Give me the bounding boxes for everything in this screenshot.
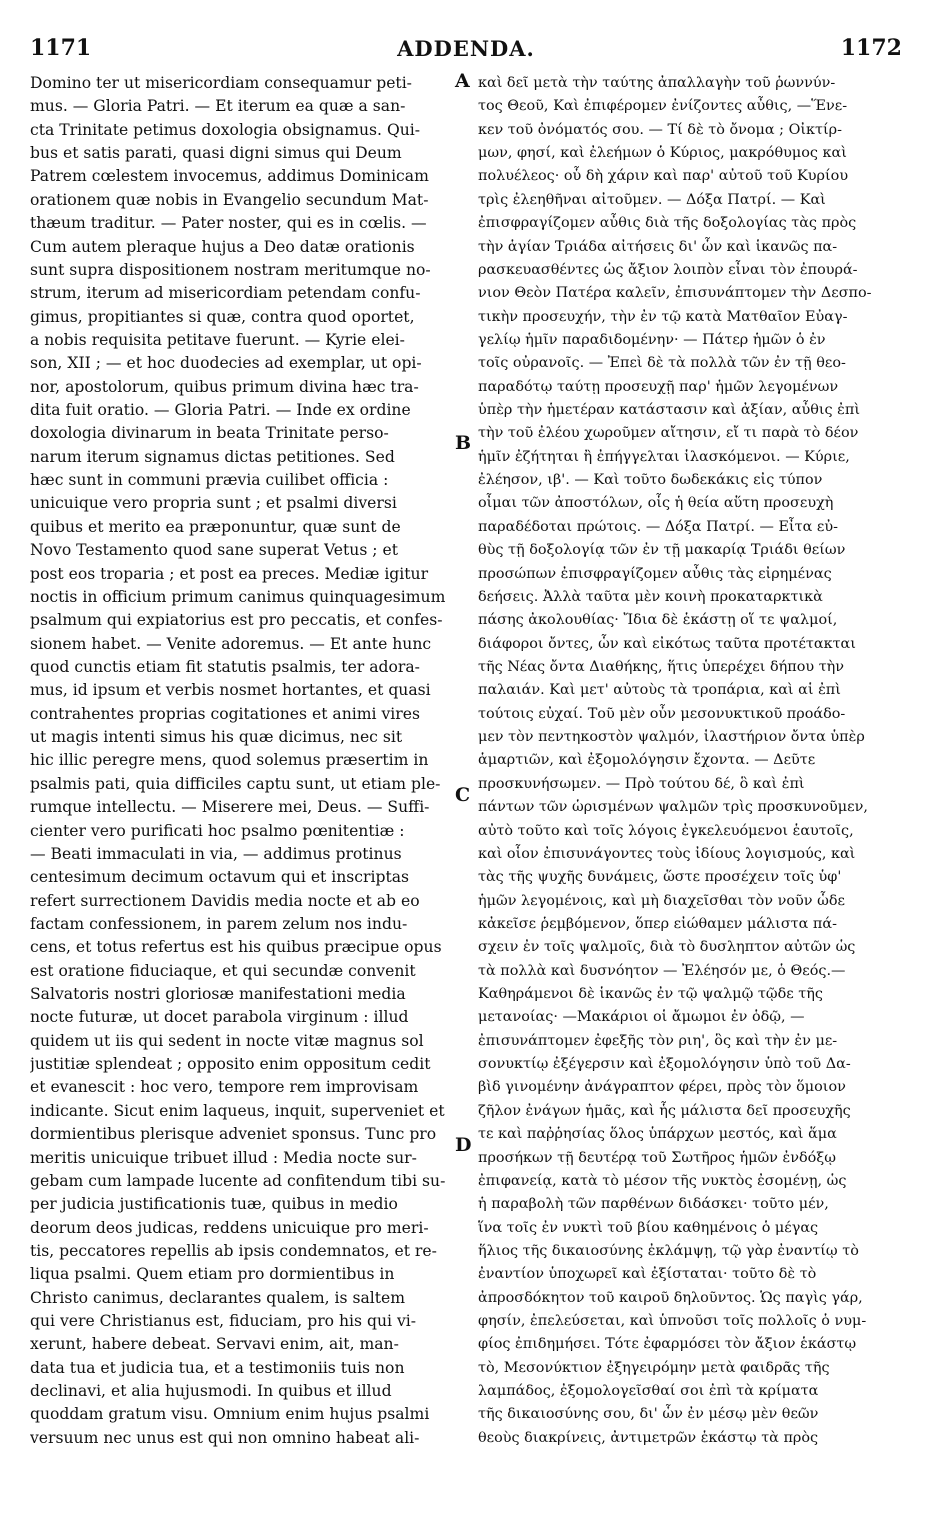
latin-text-line: Domino ter ut misericordiam consequamur peti- [30,74,412,92]
latin-text-line: quoddam gratum visu. Omnium enim hujus psalmi [30,1405,430,1424]
latin-text-line: noctis in officium primum canimus quinquagesimum [30,587,446,606]
latin-text-line: Patrem cœlestem invocemus, addimus Dominicam [30,167,429,186]
greek-text-line: μεν τὸν πεντηκοστὸν ψαλμόν, ἱλαστήριον ὄντα ὑπὲρ [478,729,865,746]
greek-text-line: ἡ παραβολὴ τῶν παρθένων διδάσκει· τοῦτο μέν, [478,1196,829,1213]
latin-text-line: dormientibus plerisque adveniet sponsus. Tunc pro [30,1125,437,1144]
greek-text-line: ἵνα τοῖς ἐν νυκτὶ τοῦ βίου καθημένοις ὁ μέγας [478,1219,819,1236]
latin-text-line: doxologia divinarum in beata Trinitate perso- [30,424,389,443]
greek-text-line: παλαιάν. Καὶ μετ' αὐτοὺς τὰ τροπάρια, καὶ αἱ ἐπὶ [478,682,841,699]
greek-text-line: παραδότῳ ταύτῃ προσευχῇ παρ' ἡμῶν λεγομένων [478,378,839,395]
latin-text-line: versuum nec unus est qui non omnino habeat ali- [30,1428,420,1447]
latin-text-line: mus, id ipsum et verbis nosmet hortantes, et quasi [30,681,431,700]
latin-text-line: rumque intellectu. — Miserere mei, Deus. — Suffi- [30,798,430,817]
greek-text-line: ἐπιφανείᾳ, κατὰ τὸ μέσον τῆς νυκτὸς ἐσομένῃ, ὡς [478,1172,847,1189]
latin-text-line: Novo Testamento quod sane superat Vetus ; et [30,541,398,560]
latin-text-line: — Beati immaculati in via, — addimus protinus [30,844,402,863]
latin-text-line: per judicia justificationis tuæ, quibus in medio [30,1195,398,1214]
greek-text-line: σχειν ἐν τοῖς ψαλμοῖς, διὰ τὸ δυσληπτον αὐτῶν ὡς [478,939,856,956]
latin-column [30,72,460,1450]
latin-text-line: cta Trinitate petimus doxologia obsignamus. Qui- [30,120,421,139]
latin-text-line: nor, apostolorum, quibus primum divina hæc tra- [30,377,419,396]
greek-text-line: τικὴν προσευχήν, τὴν ἐν τῷ κατὰ Ματθαῖον Εὐαγ- [478,308,848,325]
greek-text-line: σονυκτίῳ ἐξέγερσιν καὶ ἐξομολόγησιν ὑπὸ τοῦ Δα- [478,1056,851,1073]
latin-text-line: liqua psalmi. Quem etiam pro dormientibus in [30,1265,395,1284]
latin-text-line: xerunt, habere debeat. Servavi enim, ait, man- [30,1335,399,1354]
latin-text-line: unicuique vero propria sunt ; et psalmi diversi [30,494,397,513]
greek-text-line: τὴν τοῦ ἐλέου χωροῦμεν αἴτησιν, εἴ τι παρὰ τὸ δέον [478,425,859,442]
latin-text-line: justitiæ splendeat ; opposito enim oppositum cedit [30,1055,431,1074]
greek-text-line: λαμπάδος, ἐξομολογεῖσθαί σοι ἐπὶ τὰ κρίματα [478,1383,819,1400]
latin-text-line: centesimum decimum octavum qui et inscriptas [30,868,410,887]
latin-text-line: gimus, propitiantes si quæ, contra quod oportet, [30,307,415,326]
greek-text-line: ἐπισφραγίζομεν αὖθις διὰ τῆς δοξολογίας τὰς πρὸς [478,215,857,232]
running-title: ADDENDA. [397,35,535,61]
greek-text-line: τε καὶ παῤῥησίας ὅλος ὑπάρχων μεστός, καὶ ἅμα [478,1126,837,1143]
latin-text-line: narum iterum signamus dictas petitiones. Sed [30,447,395,466]
latin-text-line: cens, et totus refertus est his quibus præcipue opus [30,938,442,957]
page-header [30,28,902,68]
greek-text-line: Καθηράμενοι δὲ ἱκανῶς ἐν τῷ ψαλμῷ τῷδε τῆς [478,986,823,1003]
greek-text-line: βὶδ γινομένην ἀνάγραπτον φέρει, πρὸς τὸν ὅμοιον [478,1079,846,1096]
latin-text-line: refert surrectionem Davidis media nocte et ab eo [30,891,420,910]
greek-text-line: προσήκων τῇ δευτέρᾳ τοῦ Σωτῆρος ἡμῶν ἐνδόξῳ [478,1149,836,1166]
latin-text-line: nocte futuræ, ut docet parabola virginum : illud [30,1008,409,1027]
greek-text-line: γελίῳ ἡμῖν παραδιδομένην· — Πάτερ ἡμῶν ὁ ἐν [478,331,826,348]
greek-text-line: πάντων τῶν ὡρισμένων ψαλμῶν τρὶς προσκυνοῦμεν, [478,799,868,816]
greek-text-line: φίος ἐπιδημήσει. Τότε ἐφαρμόσει τὸν ἄξιον ἑκάστῳ [478,1336,857,1353]
left-page-number: 1171 [30,35,92,61]
latin-text-line: et evanescit : hoc vero, tempore rem improvisam [30,1078,419,1097]
latin-text-line: Christo canimus, declarantes qualem, is saltem [30,1288,406,1307]
greek-text-line: ἀπροσδόκητον τοῦ καιροῦ δηλοῦντος. Ὡς παγὶς γάρ, [478,1289,863,1306]
greek-text-line: θεοὺς διακρίνεις, ἀντιμετρῶν ἑκάστῳ τὰ πρὸς [478,1429,819,1446]
greek-text-line: τοῖς οὐρανοῖς. — Ἐπεὶ δὲ τὰ πολλὰ τῶν ἐν τῇ θεο- [478,355,846,372]
greek-text-line: οἶμαι τῶν ἀποστόλων, οἷς ἡ θεία αὕτη προσευχὴ [478,495,834,512]
greek-text-line: δεήσεις. Ἀλλὰ ταῦτα μὲν κοινὴ προκαταρκτικὰ [478,588,823,605]
greek-text-line: τὴν ἁγίαν Τριάδα αἰτήσεις δι' ὧν καὶ ἱκανῶς πα- [478,238,838,255]
latin-text-line: indicante. Sicut enim laqueus, inquit, superveniet et [30,1101,445,1120]
latin-text-line: sionem habet. — Venite adoremus. — Et ante hunc [30,634,432,653]
latin-text-line: mus. — Gloria Patri. — Et iterum ea quæ a san- [30,97,406,116]
latin-text-line: cienter vero purificati hoc psalmo pœnitentiæ : [30,821,405,840]
greek-text-line: ἡμῖν ἐζήτηται ἢ ἐπήγγελται ἱλασκόμενοι. — Κύριε, [478,448,850,465]
latin-text-line: est oratione fiduciaque, et qui secundæ convenit [30,961,416,980]
latin-text-line: quod cunctis etiam fit statutis psalmis, ter adora- [30,657,420,676]
latin-text-line: son, XII ; — et hoc duodecies ad exemplar, ut opi- [30,354,422,373]
section-marker-d: D [455,1134,472,1156]
greek-text-line: τος Θεοῦ, Καὶ ἐπιφέρομεν ἐνίζοντες αὖθις, —Ἕνε- [478,98,848,115]
greek-text-line: αὐτὸ τοῦτο καὶ τοῖς λόγοις ἐγκελευόμενοι ἑαυτοῖς, [478,822,854,839]
greek-column [478,72,900,1450]
greek-text-line: πάσης ἀκολουθίας· Ἴδια δὲ ἑκάστῃ οἵ τε ψαλμοί, [478,612,838,629]
greek-text-line: πολυέλεος· οὗ δὴ χάριν καὶ παρ' αὐτοῦ τοῦ Κυρίου [478,168,849,185]
greek-text-line: ἐλέησον, ιβ'. — Καὶ τοῦτο δωδεκάκις εἰς τύπον [478,472,823,489]
latin-text-line: strum, iterum ad misericordiam petendam confu- [30,284,421,303]
latin-text-line: dita fuit oratio. — Gloria Patri. — Inde ex ordine [30,401,411,420]
greek-text-line: ἐναντίον ὑποχωρεῖ καὶ ἐξίσταται· τοῦτο δὲ τὸ [478,1266,817,1283]
latin-text-line: deorum deos judicas, reddens unicuique pro meri- [30,1218,429,1237]
greek-text-line: τῆς Νέας ὄντα Διαθήκης, ἥτις ὑπερέχει δήπου τὴν [478,658,845,675]
greek-text-line: ἡμῶν λεγομένοις, καὶ μὴ διαχεῖσθαι τὸν νοῦν ὧδε [478,892,845,909]
greek-text-line: προσώπων ἐπισφραγίζομεν αὖθις τὰς εἰρημένας [478,565,832,582]
greek-text-line: ὑπὲρ τὴν ἡμετέραν κατάστασιν καὶ ἀξίαν, αὖθις ἐπὶ [478,402,860,419]
section-marker-b: B [455,432,472,454]
greek-text-line: μετανοίας· —Μακάριοι οἱ ἄμωμοι ἐν ὁδῷ, — [478,1009,805,1026]
latin-text-line: orationem quæ nobis in Evangelio secundum Mat- [30,190,429,209]
latin-text-line: ut magis intenti simus his quæ dicimus, nec sit [30,728,403,747]
latin-text-line: quidem ut iis qui sedent in nocte vitæ magnus sol [30,1031,424,1050]
greek-text-line: τούτοις εὐχαί. Τοῦ μὲν οὖν μεσονυκτικοῦ προάδο- [478,705,846,722]
latin-text-line: post eos troparia ; et post ea preces. Mediæ igitur [30,564,429,583]
greek-text-line: τρὶς ἐλεηθῆναι αἰτοῦμεν. — Δόξα Πατρί. — Καὶ [478,191,826,208]
section-marker-a: A [455,70,470,92]
greek-text-line: ζῆλον ἐνάγων ἡμᾶς, καὶ ἧς μάλιστα δεῖ προσευχῆς [478,1102,851,1119]
latin-text-line: quibus et merito ea præponuntur, quæ sunt de [30,517,401,536]
greek-text-line: νιον Θεὸν Πατέρα καλεῖν, ἐπισυνάπτομεν τὴν Δεσπο- [478,285,872,302]
latin-text-line: thæum traditur. — Pater noster, qui es in cœlis. — [30,214,427,233]
right-page-number: 1172 [840,35,902,61]
greek-text-line: ἁμαρτιῶν, καὶ ἐξομολόγησιν ἔχοντα. — Δεῦτε [478,752,816,769]
latin-text-line: declinavi, et alia hujusmodi. In quibus et illud [30,1382,392,1401]
greek-text-line: φησίν, ἐπελεύσεται, καὶ ὑπνοῦσι τοῖς πολλοῖς ὁ νυμ- [478,1313,867,1330]
latin-text-line: hæc sunt in communi prævia cuilibet officia : [30,471,389,490]
greek-text-line: παραδέδοται πρώτοις. — Δόξα Πατρί. — Εἶτα εὐ- [478,518,838,535]
latin-text-line: bus et satis parati, quasi digni simus qui Deum [30,144,402,163]
greek-text-line: τὰς τῆς ψυχῆς δυνάμεις, ὥστε προσέχειν τοῖς ὑφ' [478,869,842,886]
greek-text-line: κἀκεῖσε ῥεμβόμενον, ὅπερ εἰώθαμεν μάλιστα πά- [478,915,837,932]
greek-text-line: ἐπισυνάπτομεν ἐφεξῆς τὸν ριη', ὃς καὶ τὴν ἐν με- [478,1032,838,1049]
latin-text-line: factam confessionem, in parem zelum nos indu- [30,914,408,933]
greek-text-line: κεν τοῦ ὀνόματός σου. — Τί δὲ τὸ ὄνομα ; Οἰκτίρ- [478,121,842,138]
latin-text-line: meritis unicuique tribuet illud : Media nocte sur- [30,1148,417,1167]
latin-text-line: psalmis pati, quia difficiles captu sunt, ut etiam ple- [30,774,441,793]
greek-text-line: τὰ πολλὰ καὶ δυσνόητον — Ἐλέησόν με, ὁ Θεός.— [478,962,846,979]
greek-text-line: καὶ δεῖ μετὰ τὴν ταύτης ἀπαλλαγὴν τοῦ ῥωννύν- [478,75,836,91]
greek-text-line: προσκυνήσωμεν. — Πρὸ τούτου δέ, ὃ καὶ ἐπὶ [478,775,805,792]
latin-text-line: qui vere Christianus est, fiduciam, pro his qui vi- [30,1312,417,1331]
greek-text-line: μων, φησί, καὶ ἐλεήμων ὁ Κύριος, μακρόθυμος καὶ [478,145,847,162]
latin-text-line: a nobis requisita petitave fuerunt. — Kyrie elei- [30,330,405,349]
greek-text-line: διάφοροι ὄντες, ὧν καὶ εἰκότως ταῦτα προτέτακται [478,635,856,652]
latin-text-line: hic illic peregre mens, quod solemus præsertim in [30,751,429,770]
greek-text-line: θὺς τῇ δοξολογίᾳ τῶν ἐν τῇ μακαρίᾳ Τριάδι θείων [478,542,846,559]
latin-text-line: sunt supra dispositionem nostram meritumque no- [30,260,431,279]
latin-text-line: Salvatoris nostri gloriosæ manifestationi media [30,985,406,1004]
latin-text-line: psalmum qui expiatorius est pro peccatis, et confes- [30,611,443,630]
greek-text-line: καὶ οἷον ἐπισυνάγοντες τοὺς ἰδίους λογισμούς, καὶ [478,845,856,862]
greek-text-line: ἥλιος τῆς δικαιοσύνης ἐκλάμψῃ, τῷ γὰρ ἐναντίῳ τὸ [478,1242,859,1259]
latin-text-line: Cum autem pleraque hujus a Deo datæ orationis [30,237,415,256]
latin-text-line: tis, peccatores repellis ab ipsis condemnatos, et re- [30,1241,437,1260]
greek-text-line: τὸ, Μεσονύκτιον ἐξηγειρόμην μετὰ φαιδρᾶς τῆς [478,1359,830,1376]
section-marker-c: C [455,784,471,806]
greek-text-line: ρασκευασθέντες ὡς ἄξιον λοιπὸν εἶναι τὸν ἐπουρά- [478,261,858,278]
latin-text-line: data tua et judicia tua, et a testimoniis tuis non [30,1358,405,1377]
greek-text-line: τῆς δικαιοσύνης σου, δι' ὧν ἐν μέσῳ μὲν θεῶν [478,1406,819,1423]
latin-text-line: gebam cum lampade lucente ad confitendum tibi su- [30,1171,446,1190]
latin-text-line: contrahentes proprias cogitationes et animi vires [30,704,420,723]
